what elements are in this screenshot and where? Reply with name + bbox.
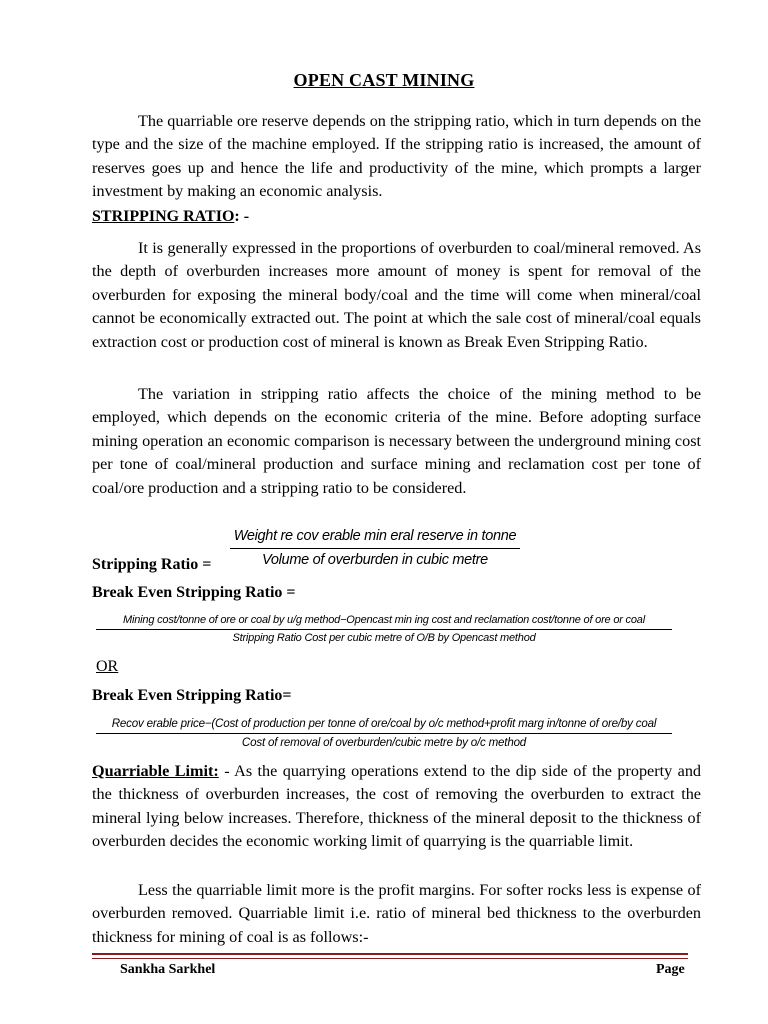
fraction-denominator: Cost of removal of overburden/cubic metre by o/c method bbox=[241, 736, 527, 749]
quarriable-limit-text: - As the quarrying operations extend to the dip side of the property and the thickness of overburden increases, the cost of removing the overburden to extract the mineral lying below increases. Therefore, thickness of the mineral deposit to the thickness of overburden decides the economic working limit of quarrying is the quarriable limit. bbox=[92, 762, 702, 851]
footer-page-label: Page bbox=[656, 962, 685, 977]
quarriable-limit-heading: Quarriable Limit: bbox=[92, 762, 219, 780]
fraction-denominator: Volume of overburden in cubic metre bbox=[262, 552, 488, 568]
page-title: OPEN CAST MINING bbox=[293, 70, 475, 90]
fraction-numerator: Recov erable price−(Cost of production per tonne of ore/coal by o/c method+profit marg in/tonne of ore/by coal bbox=[111, 717, 657, 730]
break-even-formula-label-2: Break Even Stripping Ratio= bbox=[92, 687, 292, 704]
stripping-ratio-paragraph-2: The variation in stripping ratio affects the choice of the mining method to be employed, which depends on the economic criteria of the mine. Before adopting surface mining operation an economic comparison is necessary between the underground mining cost per tone of coal/mineral production and surface mining and reclamation cost per tone of coal/ore production and a stripping ratio to be considered. bbox=[92, 385, 701, 497]
fraction-numerator: Mining cost/tonne of ore or coal by u/g method−Opencast min ing cost and reclamation cost/tonne of ore or coal bbox=[123, 614, 645, 626]
break-even-fraction-1 bbox=[96, 614, 672, 644]
stripping-ratio-heading-suffix: : - bbox=[234, 208, 250, 225]
stripping-ratio-heading-text: STRIPPING RATIO bbox=[92, 208, 235, 225]
fraction-denominator: Stripping Ratio Cost per cubic metre of O/B by Opencast method bbox=[232, 632, 536, 644]
quarriable-limit-paragraph-2: Less the quarriable limit more is the profit margins. For softer rocks less is expense of overburden removed. Quarriable limit i.e. ratio of mineral bed thickness to the overburden thickness for mining of coal is as follows:- bbox=[92, 881, 701, 946]
footer-rule-thin bbox=[92, 958, 688, 959]
break-even-formula-label-1: Break Even Stripping Ratio = bbox=[92, 584, 296, 601]
intro-paragraph: The quarriable ore reserve depends on the stripping ratio, which in turn depends on the type and the size of the machine employed. If the stripping ratio is increased, the amount of reserves goes up and hence the life and productivity of the mine, which prompts a larger investment by making an economic analysis. bbox=[92, 112, 701, 201]
stripping-ratio-fraction bbox=[230, 528, 520, 568]
or-separator: OR bbox=[96, 658, 119, 675]
footer-author: Sankha Sarkhel bbox=[120, 962, 216, 977]
stripping-ratio-formula-label: Stripping Ratio = bbox=[92, 556, 212, 573]
fraction-numerator: Weight re cov erable min eral reserve in tonne bbox=[233, 528, 517, 544]
break-even-fraction-2 bbox=[96, 717, 672, 749]
footer-rule-thick bbox=[92, 953, 688, 955]
stripping-ratio-paragraph-1: It is generally expressed in the proportions of overburden to coal/mineral removed. As the depth of overburden increases more amount of money is spent for removal of the overburden for exposing the mineral body/coal and the time will come when mineral/coal cannot be economically extracted out. The point at which the sale cost of mineral/coal equals extraction cost or production cost of mineral is known as Break Even Stripping Ratio. bbox=[92, 239, 701, 351]
stripping-ratio-heading bbox=[92, 208, 249, 226]
quarriable-limit-paragraph bbox=[92, 760, 701, 854]
